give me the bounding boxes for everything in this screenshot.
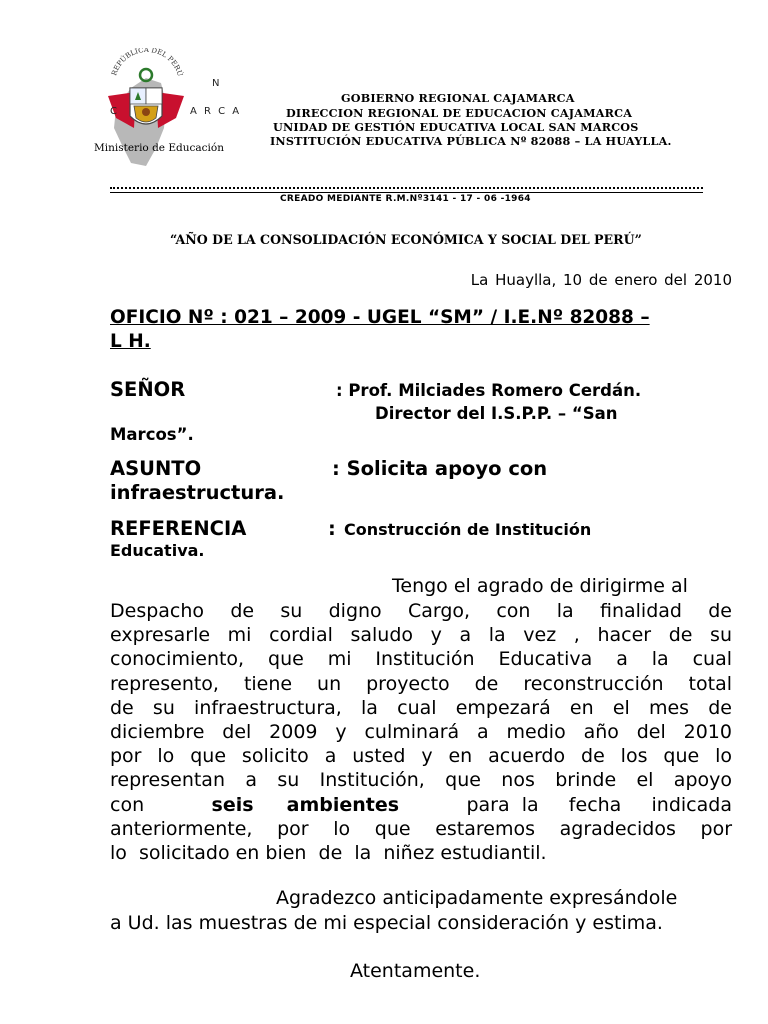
paragraph-line: conocimiento, que mi Institución Educativa a la cual [110,648,732,671]
closing: Atentamente. [350,960,481,982]
logo-letter-c: C [110,106,119,117]
logo-letter-n: N [212,78,222,89]
subject-value: : Solicita apoyo con [332,457,548,480]
reference-label: REFERENCIA [110,517,247,540]
place-date: La Huaylla, 10 de enero del 2010 [470,271,732,289]
reference-value: Construcción de Institución [344,520,592,539]
reference-value-continued: Educativa. [110,541,205,560]
bold-line-post: para la fecha indicada [466,793,732,816]
recipient-title: Director del I.S.P.P. – “San [375,404,618,423]
header-line-3: UNIDAD DE GESTIÓN EDUCATIVA LOCAL SAN MARCOS [273,120,639,134]
paragraph-line-with-bold [110,793,732,817]
paragraph-line: por lo que solicito a usted y en acuerdo de los que lo [110,745,732,768]
paragraph-line: representan a su Institución, que nos brinde el apoyo [110,769,732,792]
bold-line-emphasis: seis ambientes [211,793,400,816]
ministry-label: Ministerio de Educación [94,142,224,154]
oficio-number-line-1: OFICIO Nº : 021 – 2009 - UGEL “SM” / I.E.Nº 82088 – [110,307,650,328]
paragraph-line: Despacho de su digno Cargo, con la finalidad de [110,600,732,622]
subject-value-continued: infraestructura. [110,481,285,504]
paragraph-line: de su infraestructura, la cual empezará en el mes de [110,696,732,719]
header-line-1: GOBIERNO REGIONAL CAJAMARCA [341,91,575,105]
svg-text:REPÚBLICA DEL PERÚ [110,48,185,77]
paragraph-line: lo solicitado en bien de la niñez estudiantil. [110,841,547,864]
reference-colon: : [328,517,336,540]
paragraph-line: represento, tiene un proyecto de reconstrucción total [110,672,732,695]
paragraph-2-first-line: Agradezco anticipadamente expresándole [276,887,678,909]
header-dotted-rule [110,187,703,189]
subject-label: ASUNTO [110,457,202,480]
seal-text: REPÚBLICA DEL PERÚ [110,48,185,78]
paragraph-1-first-line: Tengo el agrado de dirigirme al [392,575,688,597]
header-line-2: DIRECCION REGIONAL DE EDUCACION CAJAMARCA [286,106,633,120]
header-line-4: INSTITUCIÓN EDUCATIVA PÚBLICA Nº 82088 – LA HUAYLLA. [270,134,672,148]
paragraph-2-second-line: a Ud. las muestras de mi especial consideración y estima. [110,912,663,934]
paragraph-line: diciembre del 2009 y culminará a medio año del 2010 [110,720,732,743]
creation-note: CREADO MEDIANTE R.M.Nº3141 - 17 - 06 -1964 [280,194,531,204]
recipient-label: SEÑOR [110,378,186,401]
year-motto: “AÑO DE LA CONSOLIDACIÓN ECONÓMICA Y SOCIAL DEL PERÚ” [170,232,642,247]
paragraph-1 [110,599,732,865]
recipient-title-continued: Marcos”. [110,425,194,444]
paragraph-line: anteriormente, por lo que estaremos agradecidos por [110,817,732,840]
paragraph-line: expresarle mi cordial saludo y a la vez , hacer de su [110,624,732,647]
oficio-number-line-2: L H. [110,331,151,352]
logo-letters-arca: A R C A [190,106,242,117]
bold-line-pre: con [110,793,145,816]
recipient-name: : Prof. Milciades Romero Cerdán. [336,381,642,400]
header-solid-rule [110,192,703,193]
